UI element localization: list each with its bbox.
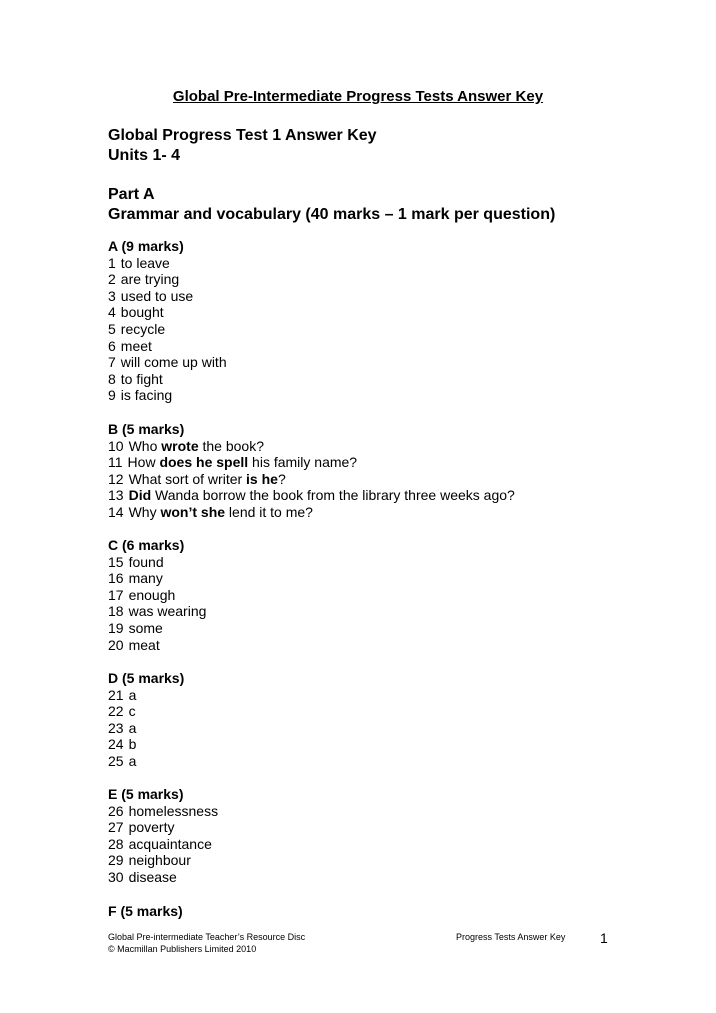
answer-item (108, 570, 206, 587)
answer-item (108, 819, 218, 836)
answer-item (108, 354, 227, 371)
answer-item (108, 836, 218, 853)
answer-item (108, 753, 184, 770)
units-heading: Units 1- 4 (108, 147, 181, 164)
answer-number: 17 (108, 586, 124, 603)
answer-number: 22 (108, 703, 124, 720)
answer-item (108, 803, 218, 820)
answer-text-bold: won’t she (160, 503, 226, 520)
answer-item (108, 387, 227, 404)
answer-number: 10 (108, 437, 124, 454)
answer-text-post: Wanda borrow the book from the library three weeks ago? (151, 487, 515, 504)
answer-text: is facing (120, 387, 173, 404)
answer-text: many (128, 570, 163, 587)
footer-disc-title: Global Pre-intermediate Teacher’s Resource Disc (108, 932, 306, 942)
answer-number: 1 (108, 254, 116, 271)
test-heading: Global Progress Test 1 Answer Key (108, 127, 377, 144)
answer-text: bought (120, 304, 164, 321)
answer-number: 13 (108, 487, 124, 504)
answer-text: to fight (120, 370, 163, 387)
answer-number: 24 (108, 736, 124, 753)
footer-copyright: © Macmillan Publishers Limited 2010 (108, 943, 257, 954)
answer-number: 29 (108, 852, 124, 869)
answer-text-pre: Why (128, 503, 161, 520)
section-a (108, 238, 227, 404)
answer-item (108, 603, 206, 620)
answer-number: 15 (108, 553, 124, 570)
answer-number: 16 (108, 570, 124, 587)
answer-item (108, 487, 515, 504)
answer-item (108, 736, 184, 753)
answer-item (108, 720, 184, 737)
section-b-heading: B (5 marks) (108, 421, 185, 437)
answer-number: 27 (108, 819, 124, 836)
answer-item (108, 338, 227, 355)
answer-number: 9 (108, 387, 116, 404)
footer-section-title: Progress Tests Answer Key (456, 932, 566, 942)
section-a-heading: A (9 marks) (108, 238, 184, 254)
answer-item (108, 288, 227, 305)
answer-text: recycle (120, 320, 166, 337)
section-b (108, 421, 515, 521)
answer-number: 5 (108, 320, 116, 337)
answer-text-pre: What sort of writer (128, 470, 247, 487)
answer-item (108, 554, 206, 571)
answer-item (108, 304, 227, 321)
answer-text-post: ? (277, 470, 286, 487)
answer-item (108, 371, 227, 388)
answer-text: neighbour (128, 852, 191, 869)
answer-text-bold: wrote (161, 437, 199, 454)
answer-text-bold: is he (246, 470, 278, 487)
section-e-heading: E (5 marks) (108, 786, 184, 802)
answer-number: 6 (108, 337, 116, 354)
answer-item (108, 587, 206, 604)
answer-text: b (128, 736, 137, 753)
section-f-heading: F (5 marks) (108, 903, 183, 919)
footer-publisher (108, 932, 305, 955)
answer-number: 19 (108, 619, 124, 636)
section-f (108, 903, 183, 920)
answer-number: 26 (108, 802, 124, 819)
answer-item (108, 471, 515, 488)
answer-item (108, 687, 184, 704)
answer-text: a (128, 752, 137, 769)
answer-number: 23 (108, 719, 124, 736)
answer-text-post: the book? (198, 437, 264, 454)
answer-item (108, 321, 227, 338)
section-d-heading: D (5 marks) (108, 670, 185, 686)
answer-item (108, 271, 227, 288)
answer-number: 4 (108, 304, 116, 321)
answer-text: found (128, 553, 164, 570)
answer-text: acquaintance (128, 835, 212, 852)
answer-text: meet (120, 337, 152, 354)
part-subheading: Grammar and vocabulary (40 marks – 1 mark per question) (108, 206, 556, 223)
answer-text: c (128, 703, 136, 720)
answer-item (108, 504, 515, 521)
answer-text-pre: How (127, 454, 160, 471)
section-e (108, 786, 218, 886)
answer-number: 25 (108, 752, 124, 769)
page-number: 1 (600, 930, 608, 946)
answer-text: poverty (128, 819, 175, 836)
answer-item (108, 852, 218, 869)
answer-text-bold: does he spell (159, 454, 249, 471)
answer-item (108, 438, 515, 455)
section-c (108, 537, 206, 653)
answer-text: used to use (120, 287, 194, 304)
part-heading: Part A (108, 186, 155, 203)
answer-number: 8 (108, 370, 116, 387)
answer-text: a (128, 686, 137, 703)
answer-text: homelessness (128, 802, 219, 819)
document-title: Global Pre-Intermediate Progress Tests Answer Key (172, 88, 544, 105)
answer-text-bold: Did (128, 487, 152, 504)
answer-number: 11 (108, 454, 123, 471)
answer-number: 2 (108, 271, 116, 288)
answer-text: was wearing (128, 603, 207, 620)
answer-number: 28 (108, 835, 124, 852)
answer-item (108, 454, 515, 471)
answer-text: meat (128, 636, 160, 653)
answer-text-pre: Who (128, 437, 162, 454)
answer-number: 30 (108, 868, 124, 885)
answer-number: 21 (108, 686, 124, 703)
answer-number: 7 (108, 354, 116, 371)
answer-text-post: his family name? (248, 454, 358, 471)
answer-item (108, 620, 206, 637)
answer-number: 18 (108, 603, 124, 620)
section-c-heading: C (6 marks) (108, 537, 185, 553)
answer-text: disease (128, 868, 177, 885)
section-d (108, 670, 184, 770)
answer-text-post: lend it to me? (225, 503, 313, 520)
answer-item (108, 637, 206, 654)
answer-text: some (128, 619, 163, 636)
answer-number: 3 (108, 287, 116, 304)
answer-text: are trying (120, 271, 180, 288)
answer-number: 14 (108, 503, 124, 520)
answer-item (108, 255, 227, 272)
answer-text: enough (128, 586, 176, 603)
answer-item (108, 869, 218, 886)
answer-number: 20 (108, 636, 124, 653)
answer-item (108, 703, 184, 720)
answer-text: to leave (120, 254, 170, 271)
answer-text: will come up with (120, 354, 227, 371)
answer-text: a (128, 719, 137, 736)
answer-number: 12 (108, 470, 124, 487)
